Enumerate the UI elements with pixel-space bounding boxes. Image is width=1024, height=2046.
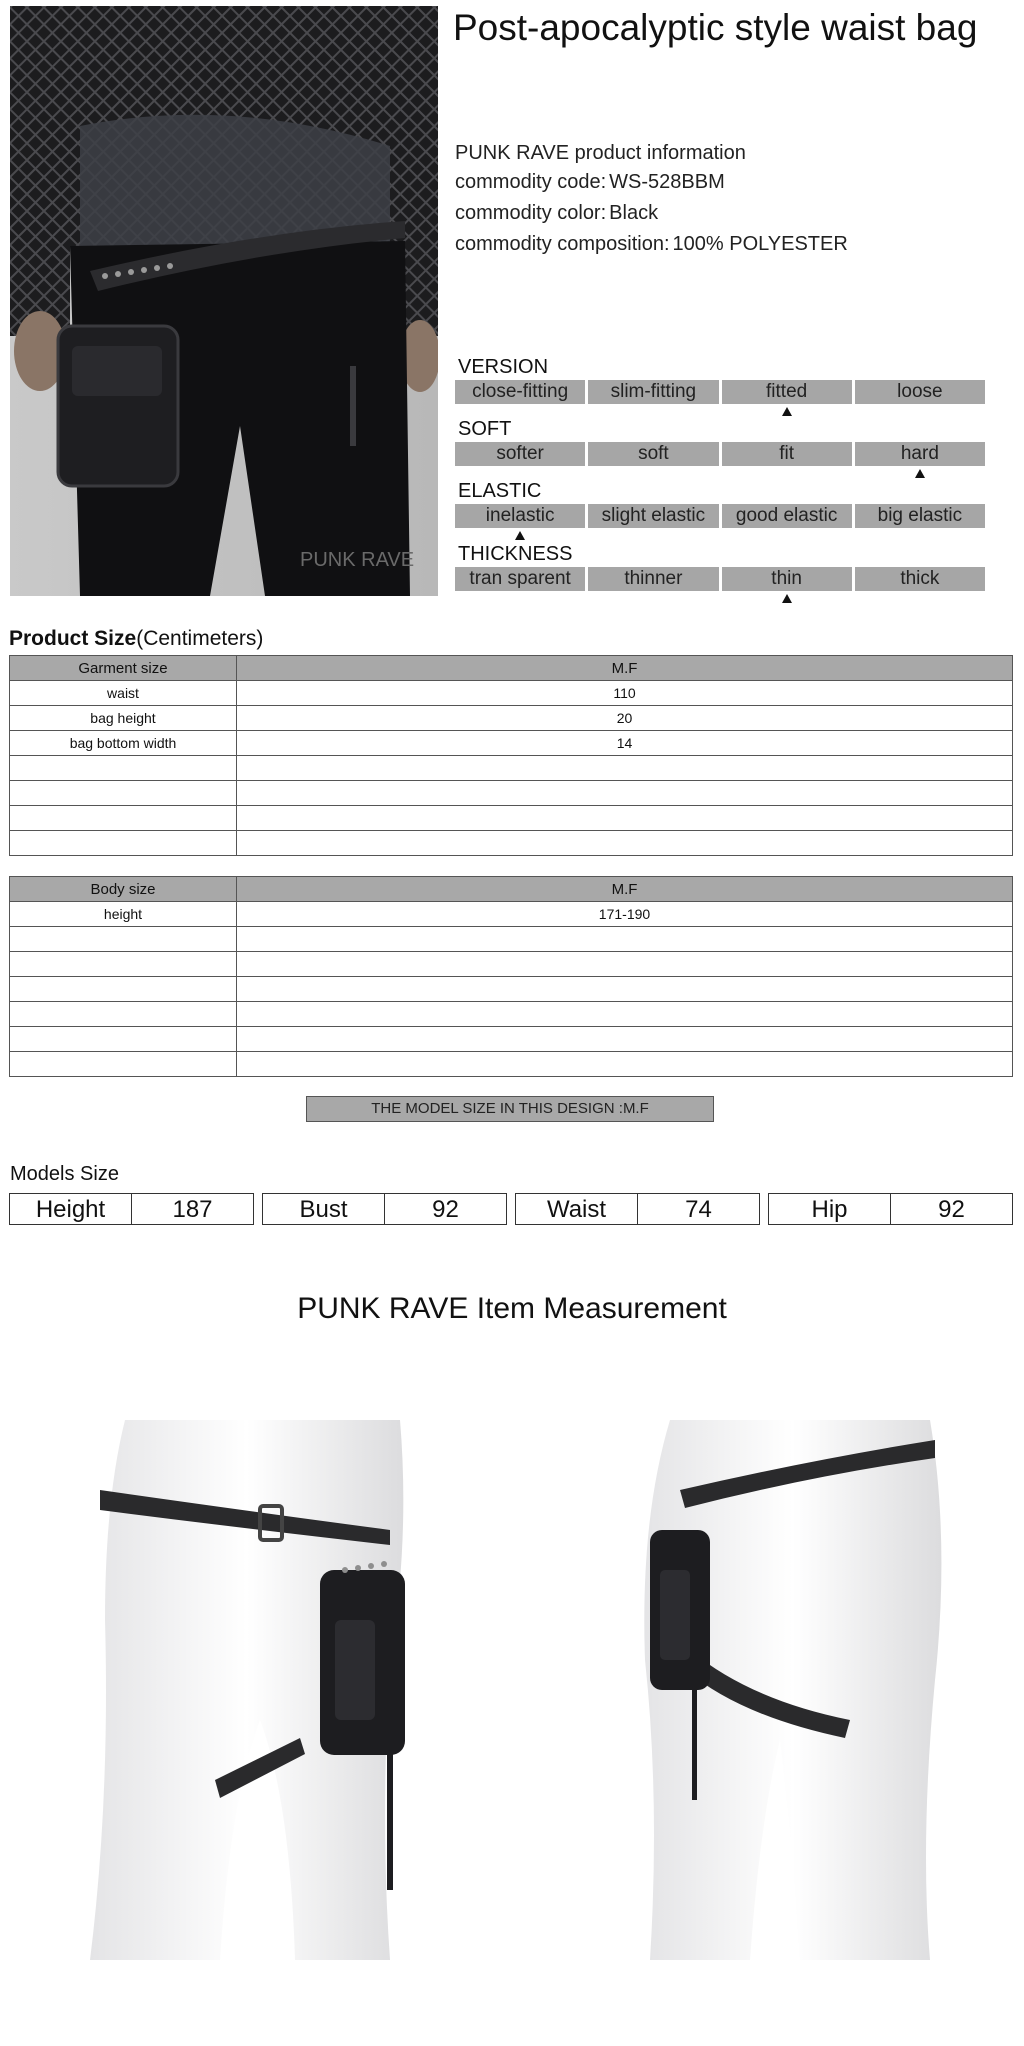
table-row <box>10 731 1013 756</box>
table-row <box>10 977 1013 1002</box>
table-row <box>10 1027 1013 1052</box>
composition-value: 100% POLYESTER <box>672 233 848 255</box>
thickness-option: thick <box>855 567 985 591</box>
elastic-option: big elastic <box>855 504 985 528</box>
soft-option: hard <box>855 442 985 466</box>
color-label: commodity color: <box>455 202 607 224</box>
table-header-row <box>10 877 1013 902</box>
thickness-selected-marker <box>782 594 792 603</box>
elastic-label: ELASTIC <box>458 480 542 502</box>
table-row <box>10 927 1013 952</box>
table-header-cell: Body size <box>10 877 237 902</box>
version-label: VERSION <box>458 356 549 378</box>
table-cell <box>10 831 237 856</box>
table-header-cell: Garment size <box>10 656 237 681</box>
table-header-row <box>10 656 1013 681</box>
model-measure-waist <box>515 1193 760 1225</box>
models-size-row <box>9 1193 1013 1225</box>
soft-option: fit <box>722 442 852 466</box>
table-cell: 20 <box>237 706 1013 731</box>
thickness-scale <box>455 567 985 591</box>
table-header-cell: M.F <box>237 877 1013 902</box>
version-scale <box>455 380 985 404</box>
table-row <box>10 806 1013 831</box>
models-size-title: Models Size <box>10 1163 119 1185</box>
elastic-option: slight elastic <box>588 504 718 528</box>
table-cell: bag height <box>10 706 237 731</box>
measure-label: Waist <box>546 1196 607 1223</box>
version-option: loose <box>855 380 985 404</box>
thickness-option: thinner <box>588 567 718 591</box>
measure-value: 92 <box>384 1194 506 1224</box>
code-value: WS-528BBM <box>609 171 725 193</box>
table-cell <box>10 756 237 781</box>
table-cell <box>237 1027 1013 1052</box>
table-row <box>10 706 1013 731</box>
measure-label: Height <box>35 1196 106 1223</box>
table-cell <box>10 977 237 1002</box>
table-cell <box>237 952 1013 977</box>
model-measure-hip <box>768 1193 1013 1225</box>
table-cell: waist <box>10 681 237 706</box>
elastic-option: good elastic <box>722 504 852 528</box>
watermark-text: PUNK RAVE <box>300 549 415 571</box>
table-row <box>10 952 1013 977</box>
model-size-note: THE MODEL SIZE IN THIS DESIGN :M.F <box>306 1096 714 1122</box>
table-cell: 14 <box>237 731 1013 756</box>
commodity-color <box>455 202 658 225</box>
product-title: Post-apocalyptic style waist bag <box>453 7 978 48</box>
version-option: fitted <box>722 380 852 404</box>
table-cell: 110 <box>237 681 1013 706</box>
table-cell <box>10 1027 237 1052</box>
table-header-cell: M.F <box>237 656 1013 681</box>
soft-option: soft <box>588 442 718 466</box>
elastic-selected-marker <box>515 531 525 540</box>
soft-option: softer <box>455 442 585 466</box>
table-row <box>10 756 1013 781</box>
table-cell <box>237 1052 1013 1077</box>
table-cell <box>237 927 1013 952</box>
version-option: close-fitting <box>455 380 585 404</box>
code-label: commodity code: <box>455 171 607 193</box>
model-photo-illustration <box>10 6 438 596</box>
measure-value: 187 <box>131 1194 253 1224</box>
measure-value: 92 <box>890 1194 1012 1224</box>
table-cell <box>237 781 1013 806</box>
product-size-title: Product Size <box>9 627 137 650</box>
table-cell <box>237 977 1013 1002</box>
measure-label: Hip <box>811 1196 848 1223</box>
thickness-label: THICKNESS <box>458 543 573 565</box>
measure-label: Bust <box>299 1196 348 1223</box>
table-cell: height <box>10 902 237 927</box>
table-row <box>10 902 1013 927</box>
table-cell <box>237 806 1013 831</box>
body-size-table <box>9 876 1013 1077</box>
table-cell: 171-190 <box>237 902 1013 927</box>
version-selected-marker <box>782 407 792 416</box>
soft-scale <box>455 442 985 466</box>
table-cell <box>10 1002 237 1027</box>
product-size-heading <box>9 627 263 651</box>
model-measure-bust <box>262 1193 507 1225</box>
commodity-code <box>455 171 725 194</box>
table-cell <box>237 831 1013 856</box>
elastic-scale <box>455 504 985 528</box>
table-row <box>10 831 1013 856</box>
table-row <box>10 1052 1013 1077</box>
table-cell <box>10 781 237 806</box>
table-cell <box>237 1002 1013 1027</box>
soft-label: SOFT <box>458 418 512 440</box>
table-cell <box>10 1052 237 1077</box>
product-photo <box>10 6 438 596</box>
table-cell <box>10 927 237 952</box>
measurement-title: PUNK RAVE Item Measurement <box>297 1292 727 1325</box>
color-value: Black <box>609 202 659 224</box>
commodity-composition <box>455 233 848 256</box>
soft-selected-marker <box>915 469 925 478</box>
table-row <box>10 681 1013 706</box>
thickness-option: thin <box>722 567 852 591</box>
product-size-unit: (Centimeters) <box>136 627 264 650</box>
garment-size-table <box>9 655 1013 856</box>
composition-label: commodity composition: <box>455 233 670 255</box>
table-cell <box>10 806 237 831</box>
brand-line: PUNK RAVE product information <box>455 142 746 164</box>
measure-value: 74 <box>637 1194 759 1224</box>
table-row <box>10 781 1013 806</box>
version-option: slim-fitting <box>588 380 718 404</box>
item-measurement-photo <box>90 1420 950 1960</box>
table-cell <box>10 952 237 977</box>
table-row <box>10 1002 1013 1027</box>
model-measure-height <box>9 1193 254 1225</box>
table-cell <box>237 756 1013 781</box>
thickness-option: tran sparent <box>455 567 585 591</box>
mannequin-illustration <box>90 1420 950 1960</box>
elastic-option: inelastic <box>455 504 585 528</box>
table-cell: bag bottom width <box>10 731 237 756</box>
